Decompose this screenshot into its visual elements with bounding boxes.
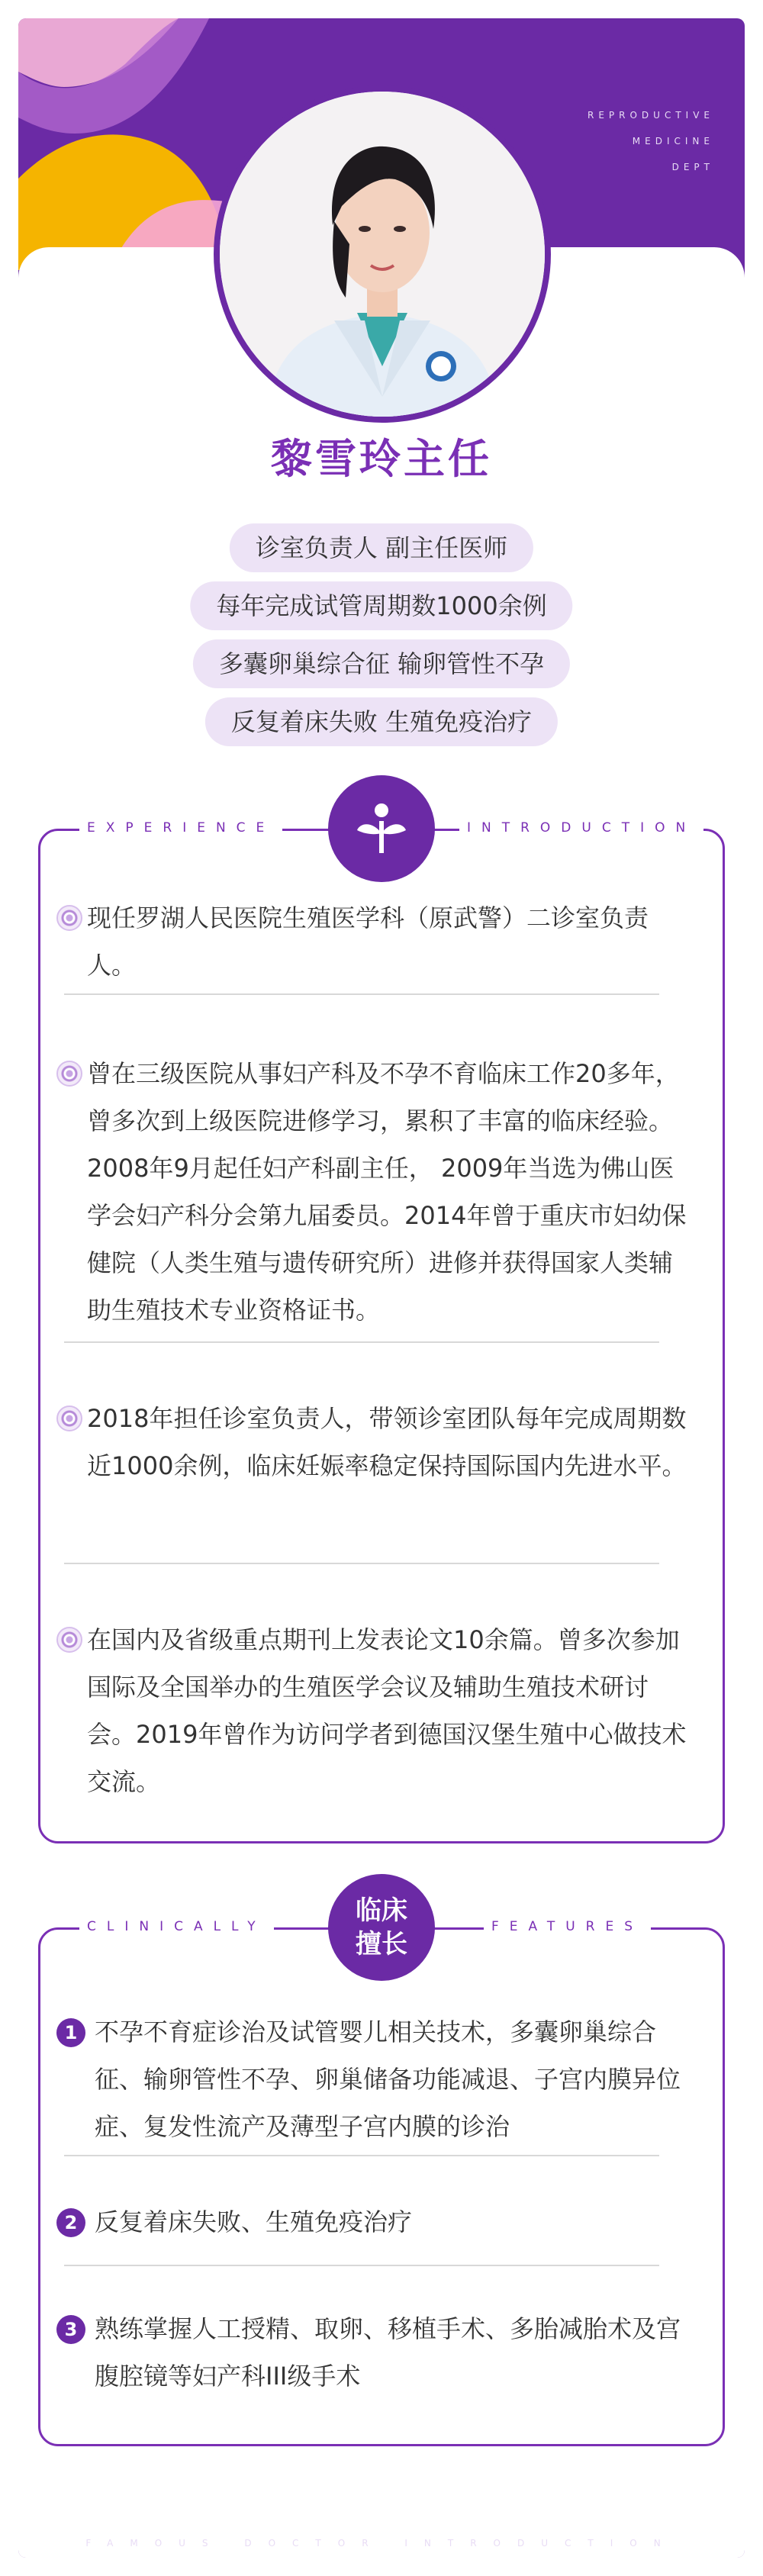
dept-line: MEDICINE <box>632 136 714 147</box>
divider <box>64 993 659 995</box>
features-badge <box>328 1874 435 1981</box>
divider <box>64 1341 659 1343</box>
sprout-icon <box>328 775 435 882</box>
divider <box>64 2155 659 2156</box>
introduction-label: INTRODUCTION <box>459 820 703 836</box>
dept-line: DEPT <box>671 162 714 172</box>
dept-caption <box>588 102 714 180</box>
badge-line: 临床 <box>356 1895 407 1926</box>
bullet-icon <box>56 1627 82 1653</box>
number-badge: 2 <box>56 2208 85 2237</box>
bullet-icon <box>56 1061 82 1087</box>
purple-background <box>18 18 745 2558</box>
dept-line: REPRODUCTIVE <box>587 110 714 121</box>
feature-item: 反复着床失败、生殖免疫治疗 <box>95 2207 413 2236</box>
avatar-ring <box>214 85 551 423</box>
badge-line: 擅长 <box>356 1929 407 1959</box>
tag-pill: 诊室负责人 副主任医师 <box>230 523 533 572</box>
experience-label: EXPERIENCE <box>79 820 282 836</box>
avatar <box>220 92 545 417</box>
tag-pill: 多囊卵巢综合征 输卵管性不孕 <box>193 639 570 688</box>
footer-caption: FAMOUS DOCTOR INTRODUCTION <box>85 2538 678 2549</box>
features-label: FEATURES <box>484 1919 651 1934</box>
experience-item: 2018年担任诊室负责人，带领诊室团队每年完成周期数近1000余例，临床妊娠率稳定保持国际国内先进水平。 <box>87 1404 687 1480</box>
number-badge: 3 <box>56 2315 85 2344</box>
experience-item: 曾在三级医院从事妇产科及不孕不育临床工作20多年，曾多次到上级医院进修学习，累积了丰富的临床经验。2008年9月起任妇产科副主任， 2009年当选为佛山医学会妇产科分会第九届委员。2014年曾于重庆市妇幼保健院（人类生殖与遗传研究所）进修并获得国家人类辅助生殖技术专业资格证书。 <box>87 1059 687 1325</box>
feature-item: 熟练掌握人工授精、取卵、移植手术、多胎减胎术及宫腹腔镜等妇产科III级手术 <box>95 2314 681 2391</box>
feature-item: 不孕不育症诊治及试管婴儿相关技术，多囊卵巢综合征、输卵管性不孕、卵巢储备功能减退、子宫内膜异位症、复发性流产及薄型子宫内膜的诊治 <box>95 2017 681 2141</box>
doctor-portrait <box>220 92 545 417</box>
doctor-name: 黎雪玲主任 <box>271 435 492 483</box>
number-badge: 1 <box>56 2018 85 2047</box>
bullet-icon <box>56 1406 82 1431</box>
experience-item: 在国内及省级重点期刊上发表论文10余篇。曾多次参加国际及全国举办的生殖医学会议及辅助生殖技术研讨会。2019年曾作为访问学者到德国汉堡生殖中心做技术交流。 <box>87 1625 687 1796</box>
divider <box>64 2265 659 2266</box>
bullet-icon <box>56 905 82 931</box>
tag-pill: 每年完成试管周期数1000余例 <box>190 581 572 630</box>
divider <box>64 1563 659 1564</box>
tag-pill: 反复着床失败 生殖免疫治疗 <box>205 697 558 746</box>
clinically-label: CLINICALLY <box>79 1919 274 1934</box>
experience-item: 现任罗湖人民医院生殖医学科（原武警）二诊室负责人。 <box>87 903 649 980</box>
